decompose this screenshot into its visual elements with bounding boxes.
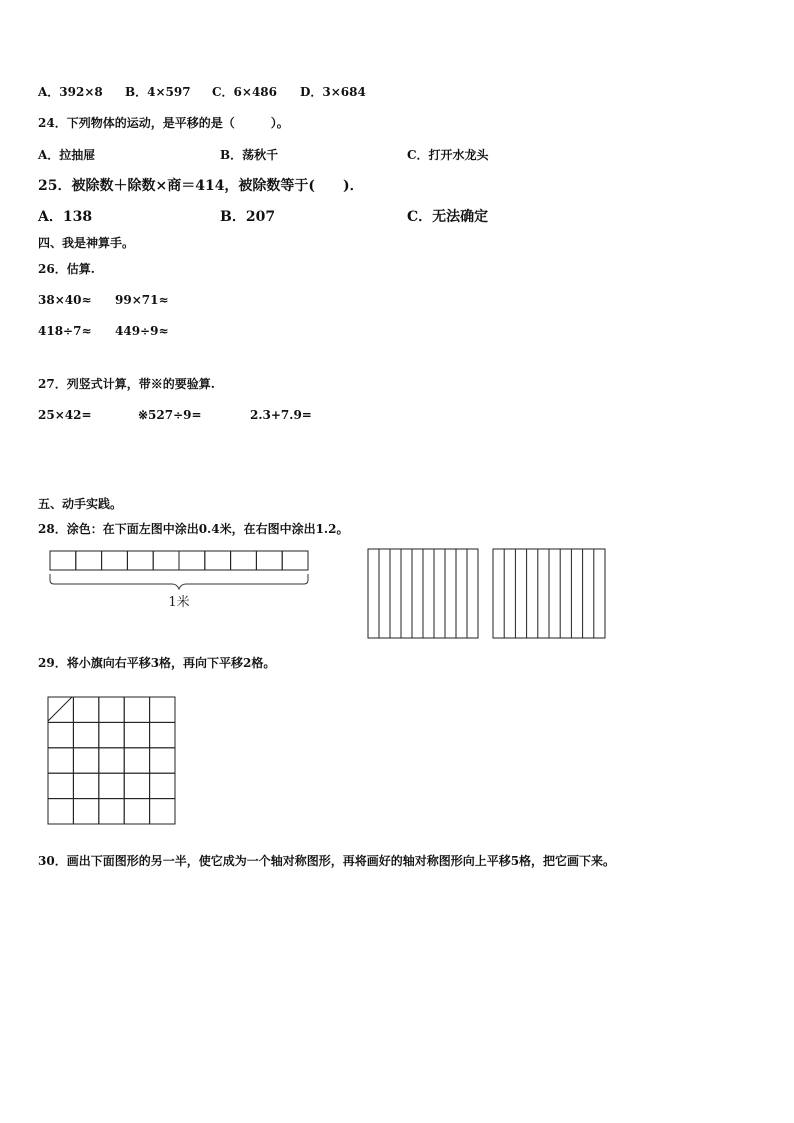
grid-cell bbox=[48, 799, 73, 824]
grid-cell bbox=[48, 722, 73, 747]
ruler-label: 1米 bbox=[168, 595, 190, 610]
ruler-cell bbox=[127, 551, 153, 570]
q29-grid-figure bbox=[46, 695, 178, 827]
grid-cell bbox=[73, 773, 98, 798]
ruler-brace bbox=[50, 574, 308, 589]
q28-square-right bbox=[492, 548, 606, 640]
q25-option-c: C．无法确定 bbox=[407, 209, 489, 225]
grid-cell bbox=[150, 748, 175, 773]
grid-cell bbox=[99, 697, 124, 722]
ruler-cell bbox=[50, 551, 76, 570]
grid-cell bbox=[73, 799, 98, 824]
grid-cell bbox=[48, 773, 73, 798]
q27-item-2: ※527÷9= bbox=[138, 408, 202, 422]
ruler-cell bbox=[179, 551, 205, 570]
q25-option-b: B．207 bbox=[220, 209, 276, 225]
grid-cell bbox=[124, 773, 149, 798]
grid-cell bbox=[124, 697, 149, 722]
grid-cell bbox=[150, 773, 175, 798]
ruler-cell bbox=[231, 551, 257, 570]
ruler-cell bbox=[153, 551, 179, 570]
q24-option-a: A．拉抽屉 bbox=[38, 148, 96, 162]
grid-cell bbox=[150, 697, 175, 722]
grid-cell bbox=[124, 799, 149, 824]
q25-stem: 25．被除数＋除数×商＝414，被除数等于( )． bbox=[38, 178, 364, 194]
grid-cell bbox=[99, 748, 124, 773]
q28-stem: 28．涂色：在下面左图中涂出0.4米，在右图中涂出1.2。 bbox=[38, 522, 349, 536]
ruler-cell bbox=[205, 551, 231, 570]
q28-ruler-figure bbox=[48, 548, 310, 612]
q23-option-b: B．4×597 bbox=[125, 85, 191, 99]
q28-square-left bbox=[367, 548, 479, 640]
q26-item-3: 418÷7≈ bbox=[38, 324, 92, 338]
grid-cell bbox=[150, 799, 175, 824]
q26-item-1: 38×40≈ bbox=[38, 293, 92, 307]
ruler-cells bbox=[50, 551, 308, 570]
grid-cell bbox=[124, 748, 149, 773]
q27-stem: 27．列竖式计算，带※的要验算. bbox=[38, 377, 215, 391]
grid-cell bbox=[99, 773, 124, 798]
ruler-cell bbox=[102, 551, 128, 570]
q24-stem: 24．下列物体的运动，是平移的是（ ）。 bbox=[38, 116, 289, 130]
section-5-title: 五、动手实践。 bbox=[38, 497, 123, 511]
q26-stem: 26．估算. bbox=[38, 262, 95, 276]
q27-item-1: 25×42= bbox=[38, 408, 92, 422]
q26-item-4: 449÷9≈ bbox=[115, 324, 169, 338]
grid-cell bbox=[48, 697, 73, 722]
q30-stem: 30．画出下面图形的另一半，使它成为一个轴对称图形，再将画好的轴对称图形向上平移5格，把它画下来。 bbox=[38, 854, 616, 868]
flag-icon bbox=[48, 697, 72, 721]
grid-cell bbox=[73, 722, 98, 747]
grid-cell bbox=[150, 722, 175, 747]
q24-option-b: B．荡秋千 bbox=[220, 148, 279, 162]
ruler-cell bbox=[282, 551, 308, 570]
q26-item-2: 99×71≈ bbox=[115, 293, 169, 307]
q24-option-c: C．打开水龙头 bbox=[407, 148, 489, 162]
grid-cell bbox=[73, 748, 98, 773]
q23-option-c: C．6×486 bbox=[212, 85, 278, 99]
q23-option-a: A．392×8 bbox=[38, 85, 103, 99]
grid-cell bbox=[99, 722, 124, 747]
grid-cell bbox=[99, 799, 124, 824]
section-4-title: 四、我是神算手。 bbox=[38, 236, 135, 250]
q25-option-a: A．138 bbox=[38, 209, 93, 225]
grid-cell bbox=[73, 697, 98, 722]
q29-stem: 29．将小旗向右平移3格，再向下平移2格。 bbox=[38, 656, 276, 670]
grid-cell bbox=[124, 722, 149, 747]
grid-cell bbox=[48, 748, 73, 773]
ruler-cell bbox=[76, 551, 102, 570]
q23-option-d: D．3×684 bbox=[300, 85, 366, 99]
q27-item-3: 2.3+7.9= bbox=[250, 408, 312, 422]
ruler-cell bbox=[256, 551, 282, 570]
